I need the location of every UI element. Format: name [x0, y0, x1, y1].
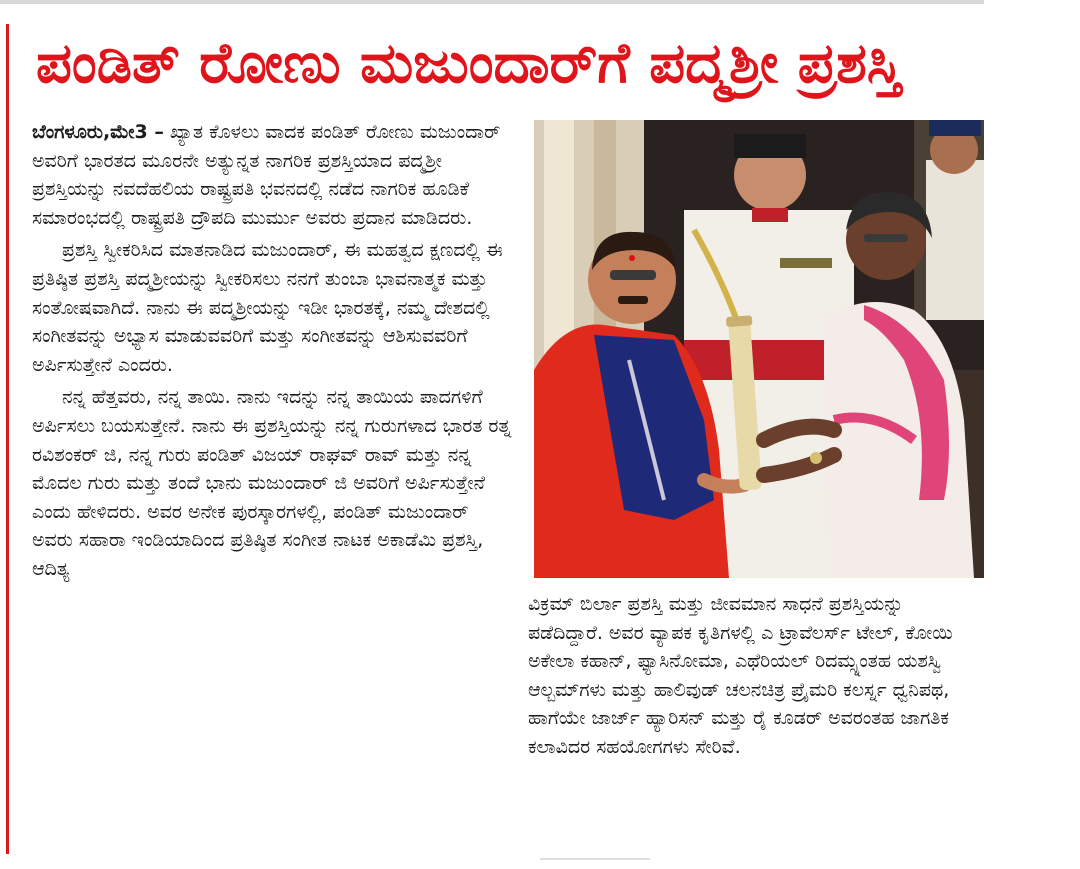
dateline: ಬೆಂಗಳೂರು,ಮೇ3 –: [32, 121, 164, 143]
top-border: [0, 0, 984, 4]
paragraph-3: ನನ್ನ ಹೆತ್ತವರು, ನನ್ನ ತಾಯಿ. ನಾನು ಇದನ್ನು ನನ್ನ ತಾಯಿಯ ಪಾದಗಳಿಗೆ ಅರ್ಪಿಸಲು ಬಯಸುತ್ತೇನೆ. ನಾನು ಈ ಪ್ರಶಸ್ತಿಯನ್ನು ನನ್ನ ಗುರುಗಳಾದ ಭಾರತ ರತ್ನ ರವಿಶಂಕರ್ ಜಿ, ನನ್ನ ಗುರು ಪಂಡಿತ್ ವಿಜಯ್ ರಾಘವ್ ರಾವ್ ಮತ್ತು ನನ್ನ ಮೊದಲ ಗುರು ಮತ್ತು ತಂದೆ ಭಾನು ಮಜುಂದಾರ್ ಜಿ ಅವರಿಗೆ ಅರ್ಪಿಸುತ್ತೇನೆ ಎಂದು ಹೇಳಿದರು. ಅವರ ಅನೇಕ ಪುರಸ್ಕಾರಗಳಲ್ಲಿ, ಪಂಡಿತ್ ಮಜುಂದಾರ್ ಅವರು ಸಹಾರಾ ಇಂಡಿಯಾದಿಂದ ಪ್ರತಿಷ್ಠಿತ ಸಂಗೀತ ನಾಟಕ ಅಕಾಡೆಮಿ ಪ್ರಶಸ್ತಿ, ಆದಿತ್ಯ: [32, 386, 512, 580]
article-column-left: [32, 118, 514, 584]
headline: ಪಂಡಿತ್ ರೋಣು ಮಜುಂದಾರ್‌ಗೆ ಪದ್ಮಶ್ರೀ ಪ್ರಶಸ್ತಿ: [36, 31, 902, 96]
bottom-rule: [540, 858, 650, 860]
award-ceremony-photo: [534, 120, 984, 578]
paragraph-2: ಪ್ರಶಸ್ತಿ ಸ್ವೀಕರಿಸಿದ ಮಾತನಾಡಿದ ಮಜುಂದಾರ್, ಈ ಮಹತ್ವದ ಕ್ಷಣದಲ್ಲಿ ಈ ಪ್ರತಿಷ್ಠಿತ ಪ್ರಶಸ್ತಿ ಪದ್ಮಶ್ರೀಯನ್ನು ಸ್ವೀಕರಿಸಲು ನನಗೆ ತುಂಬಾ ಭಾವನಾತ್ಮಕ ಮತ್ತು ಸಂತೋಷವಾಗಿದೆ. ನಾನು ಈ ಪದ್ಮಶ್ರೀಯನ್ನು ಇಡೀ ಭಾರತಕ್ಕೆ, ನಮ್ಮ ದೇಶದಲ್ಲಿ ಸಂಗೀತವನ್ನು ಅಭ್ಯಾಸ ಮಾಡುವವರಿಗೆ ಮತ್ತು ಸಂಗೀತವನ್ನು ಆಶಿಸುವವರಿಗೆ ಅರ್ಪಿಸುತ್ತೇನೆ ಎಂದರು.: [32, 239, 503, 376]
left-red-rule: [6, 24, 9, 854]
article-column-right: [528, 590, 978, 762]
paragraph-1: [32, 118, 514, 232]
paragraph-4: ವಿಕ್ರಮ್ ಬಿರ್ಲಾ ಪ್ರಶಸ್ತಿ ಮತ್ತು ಜೀವಮಾನ ಸಾಧನೆ ಪ್ರಶಸ್ತಿಯನ್ನು ಪಡೆದಿದ್ದಾರೆ. ಅವರ ವ್ಯಾಪಕ ಕೃತಿಗಳಲ್ಲಿ ಎ ಟ್ರಾವೆಲರ್ಸ್ ಟೇಲ್, ಕೋಯಿ ಅಕೇಲಾ ಕಹಾನ್, ಫ್ಯಾಸಿನೋಮಾ, ಎಥೆರಿಯಲ್ ರಿದಮ್ಸ್ನಂತಹ ಯಶಸ್ವಿ ಆಲ್ಬಮ್‌ಗಳು ಮತ್ತು ಹಾಲಿವುಡ್ ಚಲನಚಿತ್ರ ಪ್ರೈಮರಿ ಕಲರ್ಸ್ನ ಧ್ವನಿಪಥ, ಹಾಗೆಯೇ ಜಾರ್ಜ್ ಹ್ಯಾರಿಸನ್ ಮತ್ತು ರೈ ಕೂಡರ್ ಅವರಂತಹ ಜಾಗತಿಕ ಕಲಾವಿದರ ಸಹಯೋಗಗಳು ಸೇರಿವೆ.: [528, 593, 953, 758]
paragraph-1-text: ಖ್ಯಾತ ಕೊಳಲು ವಾದಕ ಪಂಡಿತ್ ರೋಣು ಮಜುಂದಾರ್ ಅವರಿಗೆ ಭಾರತದ ಮೂರನೇ ಅತ್ಯುನ್ನತ ನಾಗರಿಕ ಪ್ರಶಸ್ತಿಯಾದ ಪದ್ಮಶ್ರೀ ಪ್ರಶಸ್ತಿಯನ್ನು ನವದೆಹಲಿಯ ರಾಷ್ಟ್ರಪತಿ ಭವನದಲ್ಲಿ ನಡೆದ ನಾಗರಿಕ ಹೂಡಿಕೆ ಸಮಾರಂಭದಲ್ಲಿ ರಾಷ್ಟ್ರಪತಿ ದ್ರೌಪದಿ ಮುರ್ಮು ಅವರು ಪ್ರದಾನ ಮಾಡಿದರು.: [32, 121, 501, 229]
photo-illustration: [534, 120, 984, 578]
